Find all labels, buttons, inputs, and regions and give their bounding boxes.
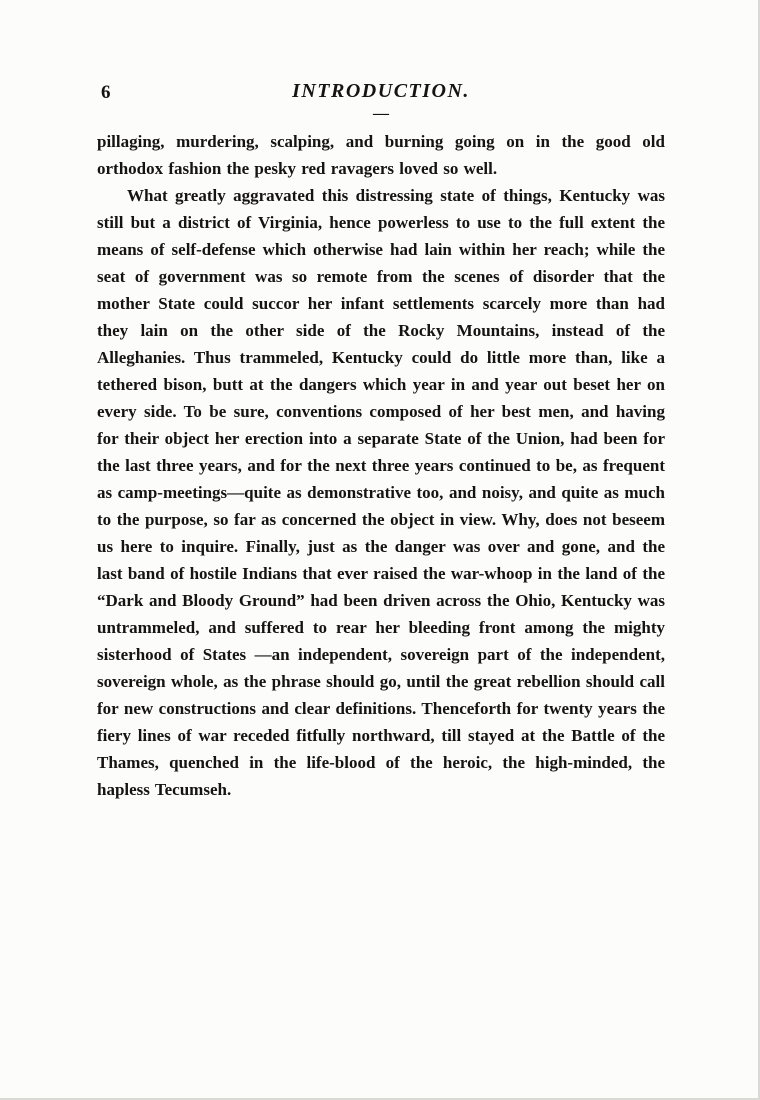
header-divider: — (373, 105, 389, 122)
paragraph: pillaging, murdering, scalping, and burning going on in the good old orthodox fashion the pesky red ravagers loved so well. (97, 132, 665, 178)
running-title: INTRODUCTION. (292, 80, 470, 102)
page-number: 6 (101, 82, 111, 103)
page-header (97, 80, 665, 106)
paragraph: What greatly aggravated this distressing state of things, Kentucky was still but a district of Virginia, hence powerless to use to the full extent the means of self-defense which otherwise had lain within her reach; while the seat of government was so remote from the scenes of disorder that the mother State could succor her infant settlements scarcely more than had they lain on the other side of the Rocky Mountains, instead of the Alleghanies. Thus trammeled, Kentucky could do little more than, like a tethered bison, butt at the dangers which year in and year out beset her on every side. To be sure, conventions composed of her best men, and having for their object her erection into a separate State of the Union, had been for the last three years, and for the next three years continued to be, as frequent as camp-meetings—quite as demonstrative too, and noisy, and quite as much to the purpose, so far as concerned the object in view. Why, does not beseem us here to inquire. Finally, just as the danger was over and gone, and the last band of hostile Indians that ever raised the war-whoop in the land of the “Dark and Bloody Ground” had been driven across the Ohio, Kentucky was untrammeled, and suffered to rear her bleeding front among the mighty sisterhood of States —an independent, sovereign part of the independent, sovereign whole, as the phrase should go, until the great rebellion should call for new constructions and clear definitions. Thenceforth for twenty years the fiery lines of war receded fitfully northward, till stayed at the Battle of the Thames, quenched in the life-blood of the heroic, the high-minded, the hapless Tecumseh. (97, 186, 665, 799)
page-text (97, 128, 665, 803)
